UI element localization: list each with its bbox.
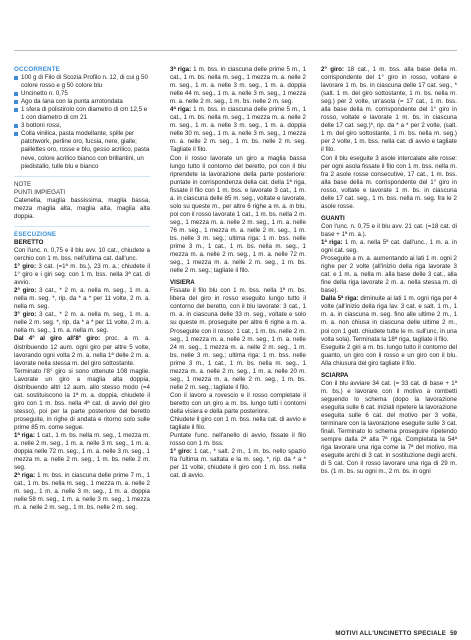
page-number: 59	[450, 630, 457, 637]
paragraph: 3ª riga: 1 m. bss. in ciascuna delle prime 5 m., 1 cat., 1 m. bs. nella m. seg., 1 mezza m. a. nelle 2 m. seg., 1 m. a. nelle 3 m. seg., 1 m. a. doppia nelle 44 m. seg., 1 m. a. nelle 3 m. seg., 1 mezza m. a. nelle 2 m. seg., 1 m. bs. nelle 2 m. seg.	[170, 66, 307, 106]
bullet-square-icon	[14, 108, 18, 112]
section-divider	[14, 176, 150, 177]
bullet-square-icon	[14, 76, 18, 80]
paragraph: Con il rosso lavorate un giro a maglia bassa lungo tutto il contorno del beretto, poi con il blu riprendete la lavorazione della parte posteriore: puntate in corrispondenza della cat. della 1ª riga, fissate il filo con 1 m. bss. e lavorate 3 cat., 1 m. a. in ciascuna delle 85 m. seg., voltate e lavorate, solo su queste m., per altre 6 righe a m. a. in blu, poi con il rosso lavorate 1 cat., 1 m. bs. nella 2 m. seg., 1 mezza m. a. nelle 2 m. seg., 1 m. a. nelle 76 m. seg., 1 mezza m. a. nelle 2 m. seg., 1 m. bs. nelle 3 m. seg.; ultima riga: 1 m. bss. nelle prime 3 m., 1 cat., 1 m. bs. nella m. seg., 1 mezza m. a. nelle 2 m. seg., 1 m. a. nelle 72 m. seg., 1 mezza m. a. nelle 2 m. seg., 1 m. bs. nelle 2 m. seg.; tagliate il filo.	[170, 154, 306, 275]
bullet-square-icon	[14, 92, 18, 96]
paragraph: Puntate l'unc. nell'anello di avvio, fissate il filo rosso con 1 m. bss.	[170, 432, 306, 448]
materials-item: Ago da lana con la punta arrotondata	[14, 98, 150, 106]
column-2	[170, 66, 306, 480]
beretto-title: BERETTO	[14, 238, 44, 246]
paragraph: 2° giro: 3 cat., * 2 m. a. nella m. seg., 1 m. a. nella m. seg. *, rip. da * a * per 11 volte, 2 m. a. nella m. seg.	[14, 287, 151, 311]
paragraph: Dalla 5ª riga: diminuite ai lati 1 m. ogni riga per 4 volte (all'inizio della riga lav. 3 cat. e salt. 1 m., 1 m. a. in ciascuna m. seg. fino alle ultime 2 m., 1 m. a. non chiusa in ciascuna delle ultime 2 m., poi con 1 gett. chiudete tutte le m. sull'unc. in una volta sola). Terminata la 18ª riga, tagliate il filo.	[321, 295, 457, 343]
paragraph: 1ª riga: 1 m. a. nella 5ª cat. dall'unc., 1 m. a. in ogni cat. seg.	[321, 238, 457, 255]
bullet-square-icon	[14, 132, 18, 136]
sciarpa-title: SCIARPA	[321, 371, 349, 379]
paragraph: 4ª riga: 1 m. bss. in ciascuna delle prime 5 m., 1 cat., 1 m. bs. nella m. seg., 1 mezza m. a. nelle 2 m. seg., 1 m. a. nelle 3 m. seg., 1 m. a. doppia nelle 30 m. seg., 1 m. a. nelle 3 m. seg., 1 mezza m. a. nelle 2 m. seg., 1 m. bs. nelle 2 m. seg. Tagliate il filo.	[170, 106, 307, 154]
column-1	[14, 66, 150, 512]
materials-item: 3 bottoni rossi,	[14, 122, 150, 130]
paragraph: Fissate il filo blu con 1 m. bss. nella 1ª m. bs. libera del giro in rosso eseguito lungo tutto il contorno del beretto, con il blu lavorate: 3 cat., 1 m. a. in ciascuna delle 33 m. seg., voltate e solo su queste m. proseguite per altre 6 righe a m. a. Proseguite con il rosso: 1 cat., 1 m. bs. nelle 2 m. seg., 1 mezza m. a. nelle 2 m. seg., 1 m. a. nelle 24 m. seg., 1 mezza m. a. nelle 2 m. seg., 1 m. bs. nelle 3 m. seg.; ultima riga: 1 m. bss. nelle prime 3 m., 1 cat., 1 m. bs. nella m. seg., 1 mezza m. a. nelle 2 m. seg., 1 m. a. nelle 20 m. seg., 1 mezza m. a. nelle 2 m. seg., 1 m. bs. nelle 2 m. seg.; tagliate il filo.	[170, 287, 306, 391]
paragraph: Con l'unc. n. 0,75 e il blu avv. 10 cat., chiudete a cerchio con 1 m. bss. nell'ultima cat. dall'unc.	[14, 246, 150, 262]
paragraph: Chiudete il giro con 1 m. bss. nella cat. di avvio e tagliate il filo.	[170, 416, 306, 432]
column-3	[321, 66, 457, 476]
paragraph: Con l'unc. n. 0,75 e il blu avv. 21 cat. (=18 cat. di base + 1ª m. a.).	[321, 222, 457, 238]
paragraph: Proseguite a m. a. aumentando ai lati 1 m. ogni 2 righe per 2 volte (all'inizio della riga lavorate 3 cat. e 1 m. a. nella m. alla base delle 3 cat., alla fine della riga lavorate 2 m. a. nella stessa m. di base).	[321, 255, 457, 295]
paragraph: 3° giro: 3 cat., * 2 m. a. nella m. seg., 1 m. a. nelle 2 m. seg. *, rip. da * a * per 11 volte, 2 m. a. nella m. seg., 1 m. a. nella m. seg.	[14, 311, 151, 335]
paragraph: Con il blu eseguite 3 asole intercalate alle rosse: per ogni asola fissate il filo con 1 m. bss. nella m. fra 2 asole rosse consecutive, 17 cat., 1 m. bss. alla base della m. corrispondente del 1° giro in rosso, voltate e lavorate 1 m. bs. in ciascuna delle 17 cat. seg., 1 m. bss. nella m. seg. fra le 2 asole rosse.	[321, 154, 457, 210]
visiera-title: VISIERA	[170, 279, 195, 287]
paragraph: Dal 4° al giro all'8° giro: proc. a m. a. distribuendo 12 aum. ogni giro per altre 5 volte, lavorando ogni volta 2 m. a. nella 1ª delle 2 m. a. lavorate nella stessa m. del giro sottostante.	[14, 335, 151, 367]
materials-heading: OCCORRENTE	[14, 66, 61, 73]
paragraph: Eseguite 2 giri a m. bs. lungo tutto il contorno del guanto, un giro con il rosso e un giro con il blu. Alla chiusura del giro tagliate il filo.	[321, 343, 457, 367]
page-footer	[335, 630, 457, 637]
paragraph: Con il lavoro a rovescio e il rosso completate il beretto con un giro a m. bs. lungo tutti i contorni della visiera e della parte posteriore.	[170, 391, 306, 415]
paragraph: 1° giro: 1 cat., * salt. 2 m., 1 m. bs. nello spazio fra l'ultima m. saltata e la m. seg. *, rip. da * a * per 11 volte, chiudete il giro con 1 m. bss. nella cat. di avvio.	[170, 448, 306, 480]
section-divider	[14, 226, 150, 227]
paragraph: 1° giro: 3 cat. (=1ª m. bs.), 23 m. a.; chiudete il 1° giro e i giri seg. con 1 m. bss. nella 3ª cat. di avvio.	[14, 263, 150, 287]
paragraph: 2ª riga: 1 m. bss. in ciascuna delle prime 7 m., 1 cat., 1 m. bs. nella m. seg., 1 mezza m. a. nelle 2 m. seg., 1 m. a. nelle 3 m. seg., 1 m. a. doppia nelle 58 m. seg., 1 m. a. nelle 3 m. seg., 1 mezza m. a. nelle 2 m. seg., 1 m. bs. nelle 2 m. seg.	[14, 472, 151, 512]
notes-text: Catenella, maglia bassissima, maglia bassa, mezza maglia alta, maglia alta, maglia alta doppia.	[14, 196, 150, 220]
materials-item: Colla vinilica, pasta modellante, spille per patchwork, perline oro, fucsia, nere, gialle; paillettes oro, rosse e blu, gesso acrilico, pasta neve, colore acrilico bianco con brillantini, un piedistallo, tulle blu e bianco	[14, 130, 150, 170]
bullet-square-icon	[14, 100, 18, 104]
execution-heading: ESECUZIONE	[14, 230, 57, 238]
guanti-title: GUANTI	[321, 214, 345, 222]
footer-label: MOTIVI ALL'UNCINETTO SPECIALE	[335, 630, 447, 637]
notes-heading: NOTE	[14, 180, 32, 188]
materials-item: 1 sfera di polistirolo con diametro di cm 12,5 e 1 con diametro di cm 21	[14, 106, 150, 122]
bullet-square-icon	[14, 124, 18, 128]
paragraph: 2° giro: 18 cat., 1 m. bss. alla base della m. corrispondente del 1° giro in rosso, voltare e lavorare 1 m. bs. in ciascuna delle 17 cat. seg., * (salt. 1 m. del giro sottostante, 1 m. bs. nella m. seg.) per 2 volte, un'asola (= 17 cat., 1 m. bss. alla base della m. corrispondente del 1° giro in rosso, voltate e lavorate 1 m. bs. in ciascuna delle 17 cat. seg.)*, rip. da * a * per 2 volte, (salt. 1 m. del giro sottostante, 1 m. bs. nella m. seg.) per 2 volte, 1 m. bss. nella cat. di avvio e tagliate il filo.	[321, 66, 457, 154]
materials-item: Uncinetto n. 0,75	[14, 90, 150, 98]
paragraph: 1ª riga: 1 cat., 1 m. bs. nella m. seg., 1 mezza m. a. nelle 2 m. seg., 1 m. a. nelle 3 m. seg., 1 m. a. doppia nelle 72 m. seg., 1 m. a. nelle 3 m. seg., 1 mezza m. a. nelle 2 m. seg., 1 m. bs. nelle 2 m. seg.	[14, 432, 151, 472]
notes-subheading: PUNTI IMPIEGATI	[14, 188, 66, 196]
materials-item: 100 g di Filo di Scozia Profilo n. 12, di cui g 50 colore rosso e g 50 colore blu	[14, 74, 150, 90]
paragraph: Terminato l'8° giro si sono ottenute 108 maglie. Lavorate un giro a maglia alta doppia, distribuendo altri 12 aum. allo stesso modo (=4 cat. sostituiscono la 1ª m. a. doppia, chiudete il giro con 1 m. bss. nella 4ª cat. di avvio del giro stesso), poi per la parte posteriore del beretto proseguite, in righe di andata e ritorno solo sulle prime 85 m. come segue.	[14, 367, 150, 431]
paragraph: Con il blu avviare 34 cat. (= 33 cat. di base + 1ª m. bs.) e lavorare con il motivo a rombetti seguendo lo schema (dopo la lavorazione eseguita sulle 6 cat. iniziali ripetere la lavorazione eseguita sulle 6 cat. del motivo per 3 volte, terminare con la lavorazione eseguite sulle 3 cat. finali. Terminato lo schema proseguire ripetendo sempre dalla 2ª alla 7ª riga. Completata la 54ª riga lavorare una riga come la 7ª del motivo, ma eseguite archi di 3 cat. in sostituzione degli archi. di 5 cat. Con il rosso lavorare una riga di 29 m. bs. (1 m. bs. su ogni m., 2 m. bs. in ogni	[321, 379, 457, 476]
top-rule	[14, 50, 457, 51]
